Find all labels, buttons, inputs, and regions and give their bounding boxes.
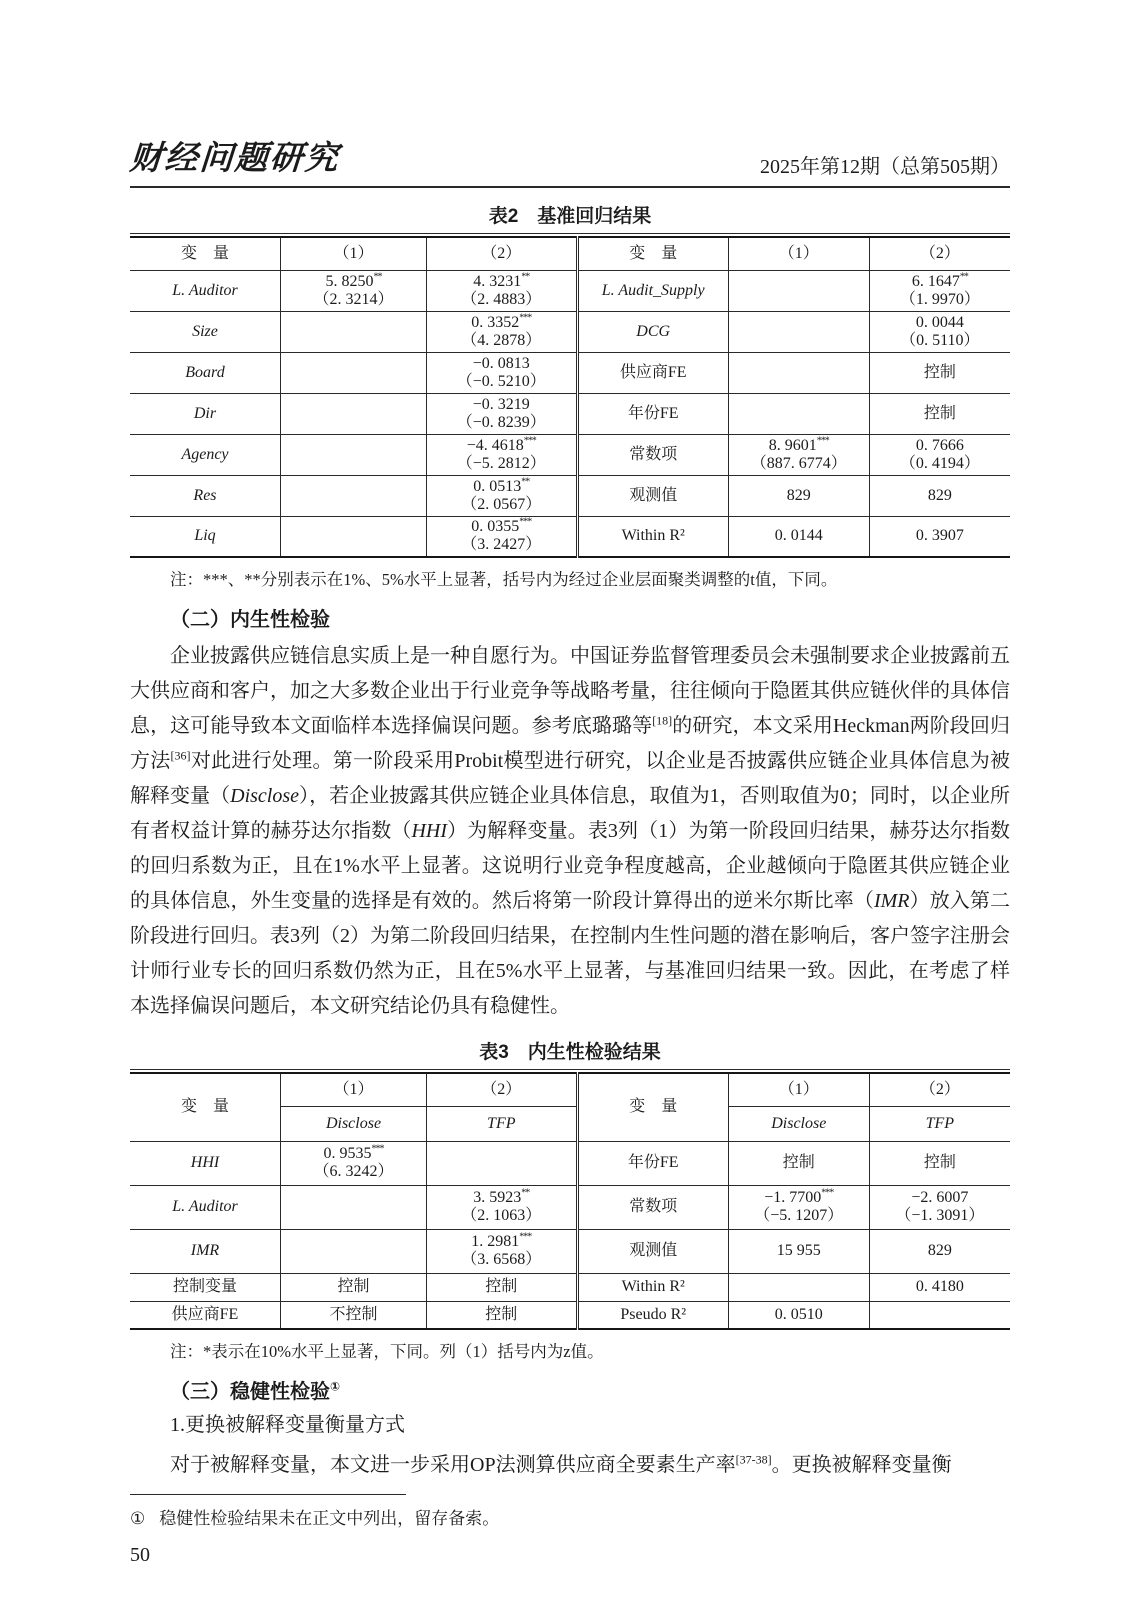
table2-column-header: 变 量 [577,237,728,270]
table2-value: 0. 0355*** （3. 2427） [427,516,577,557]
table2-var-left: Res [130,475,280,516]
table2-row [130,270,1010,311]
table3-row [130,1301,1010,1329]
table3-var-right: 常数项 [577,1185,728,1229]
table3-value: 控制 [280,1273,426,1301]
table3-col1-header: （1） [280,1073,426,1106]
table2-var-left: Board [130,352,280,393]
table3-value: 829 [869,1229,1010,1273]
table3-model-tfp-right: TFP [869,1106,1010,1141]
table3-var-right: 观测值 [577,1229,728,1273]
table2-column-header: （2） [869,237,1010,270]
table3-value: −1. 7700*** （−5. 1207） [728,1185,869,1229]
paragraph-robustness: 对于被解释变量，本文进一步采用OP法测算供应商全要素生产率[37-38]。更换被解释变量衡 [170,1452,952,1476]
table2-var-left: Liq [130,516,280,557]
table2-row [130,311,1010,352]
journal-logo: 财经问题研究 [128,138,342,177]
table2-row [130,393,1010,434]
table2-header-row [130,237,1010,270]
table3-var-left: L. Auditor [130,1185,280,1229]
table3-value [869,1301,1010,1329]
table2-var-right: DCG [577,311,728,352]
table3-model-tfp-left: TFP [427,1106,577,1141]
table2-value [728,352,869,393]
page-header [130,132,1010,188]
table2-column-header: （1） [728,237,869,270]
table3-value: 控制 [869,1141,1010,1185]
table3-var-header-left: 变 量 [130,1073,280,1141]
table3-wrap [130,1069,1010,1330]
table3-model-disclose-left: Disclose [280,1106,426,1141]
table3-var-left: 控制变量 [130,1273,280,1301]
table2-row [130,352,1010,393]
table2-var-right: 供应商FE [577,352,728,393]
table2-value [728,393,869,434]
table2-value: 0. 3907 [869,516,1010,557]
table2-title: 表2 基准回归结果 [488,206,652,227]
table2-value: 控制 [869,352,1010,393]
table2-column-header: 变 量 [130,237,280,270]
table2-value: 0. 0044 （0. 5110） [869,311,1010,352]
table3-value [280,1185,426,1229]
table2-value: 8. 9601*** （887. 6774） [728,434,869,475]
table2-value [280,516,426,557]
table2-var-left: Size [130,311,280,352]
table2-value [280,311,426,352]
table3-value: 控制 [427,1273,577,1301]
table2-value: 控制 [869,393,1010,434]
table3-var-right: 年份FE [577,1141,728,1185]
table2-var-left: L. Auditor [130,270,280,311]
table3-var-left: HHI [130,1141,280,1185]
robustness-item-1: 1.更换被解释变量衡量方式 [170,1414,405,1436]
table3-value: −2. 6007 （−1. 3091） [869,1185,1010,1229]
table2-value: 829 [728,475,869,516]
table2-value: 0. 3352*** （4. 2878） [427,311,577,352]
table2-var-right: 年份FE [577,393,728,434]
table2-value [280,352,426,393]
table3-var-left: 供应商FE [130,1301,280,1329]
table3-value: 控制 [427,1301,577,1329]
table3-row [130,1141,1010,1185]
footnote-rule [130,1494,406,1495]
table3-value: 15 955 [728,1229,869,1273]
table2-value: −4. 4618*** （−5. 2812） [427,434,577,475]
table3-value [728,1273,869,1301]
table2-value: 0. 0513** （2. 0567） [427,475,577,516]
table2-value: 0. 7666 （0. 4194） [869,434,1010,475]
table2-column-header: （1） [280,237,426,270]
table3-note: 注：*表示在10%水平上显著，下同。列（1）括号内为z值。 [170,1342,604,1361]
table3-var-header-right: 变 量 [577,1073,728,1141]
table3-var-right: Pseudo R² [577,1301,728,1329]
table3-value: 0. 0510 [728,1301,869,1329]
table2-value [728,311,869,352]
table3-row [130,1185,1010,1229]
table2-value: 829 [869,475,1010,516]
footnote-marker: ① [130,1509,146,1528]
table2-var-right: 常数项 [577,434,728,475]
table3 [130,1072,1010,1330]
table2-value: −0. 0813 （−0. 5210） [427,352,577,393]
table2-note: 注：***、**分别表示在1%、5%水平上显著，括号内为经过企业层面聚类调整的t值，下同。 [170,570,838,589]
table2-value: −0. 3219 （−0. 8239） [427,393,577,434]
table2-row [130,434,1010,475]
table2-value [280,393,426,434]
table2-wrap [130,233,1010,558]
table3-model-disclose-right: Disclose [728,1106,869,1141]
table2-column-header: （2） [427,237,577,270]
table3-title: 表3 内生性检验结果 [479,1042,661,1063]
table2-value: 4. 3231** （2. 4883） [427,270,577,311]
table3-value: 0. 9535*** （6. 3242） [280,1141,426,1185]
table3-value: 控制 [728,1141,869,1185]
table3-col2-header: （2） [427,1073,577,1106]
footnote-text: 稳健性检验结果未在正文中列出，留存备索。 [159,1509,500,1528]
section-heading-robustness: （三）稳健性检验① [170,1379,341,1403]
table2-var-right: L. Audit_Supply [577,270,728,311]
table3-var-left: IMR [130,1229,280,1273]
table2-row [130,516,1010,557]
table3-value [280,1229,426,1273]
table2-var-left: Agency [130,434,280,475]
table3-value: 0. 4180 [869,1273,1010,1301]
table3-col3-header: （1） [728,1073,869,1106]
table2-value [280,475,426,516]
table2-value [728,270,869,311]
table3-value [427,1141,577,1185]
table3-header-row-1 [130,1073,1010,1106]
table2-row [130,475,1010,516]
table3-value: 3. 5923** （2. 1063） [427,1185,577,1229]
table3-row [130,1229,1010,1273]
table2-value: 5. 8250** （2. 3214） [280,270,426,311]
table2-var-left: Dir [130,393,280,434]
table3-value: 1. 2981*** （3. 6568） [427,1229,577,1273]
table3-var-right: Within R² [577,1273,728,1301]
table2-value [280,434,426,475]
table2-var-right: Within R² [577,516,728,557]
table2-var-right: 观测值 [577,475,728,516]
table2-value: 6. 1647** （1. 9970） [869,270,1010,311]
table3-value: 不控制 [280,1301,426,1329]
table2-value: 0. 0144 [728,516,869,557]
page-number: 50 [130,1544,150,1566]
section-heading-endogeneity: （二）内生性检验 [170,609,330,631]
table2 [130,236,1010,558]
table3-col4-header: （2） [869,1073,1010,1106]
paragraph-endogeneity: 企业披露供应链信息实质上是一种自愿行为。中国证券监督管理委员会未强制要求企业披露前五大供应商和客户，加之大多数企业出于行业竞争等战略考量，往往倾向于隐匿其供应链伙伴的具体信息，这可能导致本文面临样本选择偏误问题。参考底璐璐等[18]的研究，本文采用Heckman两阶段回归方法[36]对此进行处理。第一阶段采用Probit模型进行研究，以企业是否披露供应链企业具体信息为被解释变量（Disclose），若企业披露其供应链企业具体信息，取值为1，否则取值为0；同时，以企业所有者权益计算的赫芬达尔指数（HHI）为解释变量。表3列（1）为第一阶段回归结果，赫芬达尔指数的回归系数为正，且在1%水平上显著。这说明行业竞争程度越高，企业越倾向于隐匿其供应链企业的具体信息，外生变量的选择是有效的。然后将第一阶段计算得出的逆米尔斯比率（IMR）放入第二阶段进行回归。表3列（2）为第二阶段回归结果，在控制内生性问题的潜在影响后，客户签字注册会计师行业专长的回归系数仍然为正，且在5%水平上显著，与基准回归结果一致。因此，在考虑了样本选择偏误问题后，本文研究结论仍具有稳健性。 [130,645,1011,1017]
issue-info: 2025年第12期（总第505期） [760,156,1010,178]
footnote [130,1504,1010,1529]
table3-row [130,1273,1010,1301]
